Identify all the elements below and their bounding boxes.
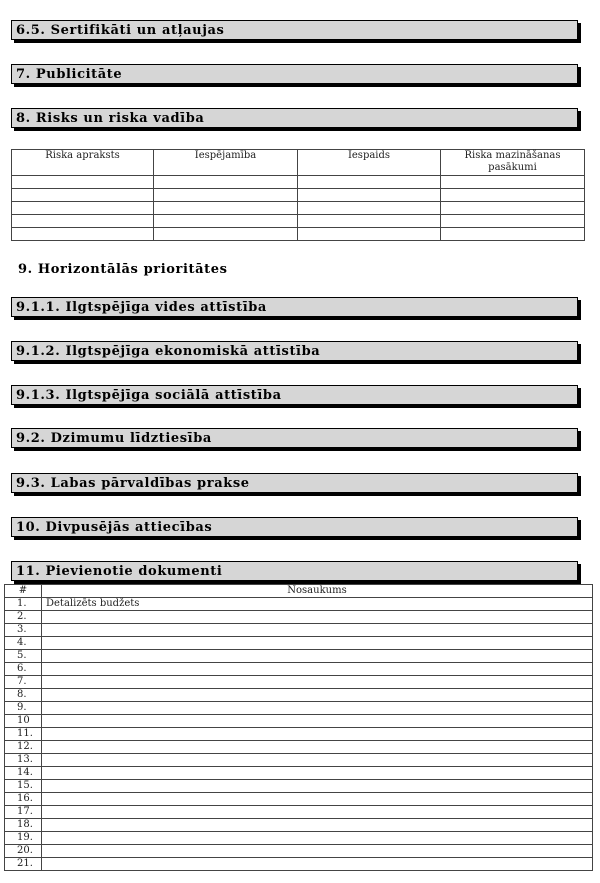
risk-table-cell[interactable] <box>441 215 585 228</box>
docs-table-row <box>5 858 593 871</box>
risk-table-cell[interactable] <box>12 176 154 189</box>
docs-table-row <box>5 611 593 624</box>
doc-row-name[interactable] <box>42 715 593 728</box>
docs-table-row <box>5 754 593 767</box>
section-heading-11: 11. Pievienotie dokumenti <box>11 561 578 581</box>
risk-table-cell[interactable] <box>12 202 154 215</box>
docs-table-row <box>5 780 593 793</box>
section-heading-9-2: 9.2. Dzimumu līdztiesība <box>11 428 578 448</box>
doc-row-number: 3. <box>5 624 42 637</box>
doc-row-name[interactable] <box>42 611 593 624</box>
doc-row-name[interactable]: Detalizēts budžets <box>42 598 593 611</box>
docs-col-name: Nosaukums <box>42 585 593 598</box>
risk-table-cell[interactable] <box>154 202 298 215</box>
doc-row-name[interactable] <box>42 728 593 741</box>
doc-row-number: 20. <box>5 845 42 858</box>
doc-row-number: 5. <box>5 650 42 663</box>
doc-row-name[interactable] <box>42 663 593 676</box>
doc-row-number: 12. <box>5 741 42 754</box>
section-heading-8: 8. Risks un riska vadība <box>11 108 578 128</box>
docs-table-row <box>5 832 593 845</box>
risk-table-row <box>12 202 585 215</box>
doc-row-name[interactable] <box>42 624 593 637</box>
risk-table-cell[interactable] <box>12 189 154 202</box>
doc-row-name[interactable] <box>42 637 593 650</box>
doc-row-number: 21. <box>5 858 42 871</box>
risk-table-cell[interactable] <box>441 176 585 189</box>
risk-table-row <box>12 228 585 241</box>
risk-table-cell[interactable] <box>298 202 441 215</box>
doc-row-number: 1. <box>5 598 42 611</box>
section-heading-9-3: 9.3. Labas pārvaldības prakse <box>11 473 578 493</box>
section-heading-7: 7. Publicitāte <box>11 64 578 84</box>
attached-documents-table <box>4 584 593 871</box>
risk-table-cell[interactable] <box>12 215 154 228</box>
doc-row-name[interactable] <box>42 845 593 858</box>
risk-table-header-row <box>12 150 585 176</box>
doc-row-number: 19. <box>5 832 42 845</box>
risk-table-cell[interactable] <box>298 228 441 241</box>
doc-row-name[interactable] <box>42 741 593 754</box>
section-heading-9-1-3: 9.1.3. Ilgtspējīga sociālā attīstība <box>11 385 578 405</box>
doc-row-number: 13. <box>5 754 42 767</box>
section-heading-6-5: 6.5. Sertifikāti un atļaujas <box>11 20 578 40</box>
doc-row-name[interactable] <box>42 832 593 845</box>
doc-row-number: 8. <box>5 689 42 702</box>
section-heading-10: 10. Divpusējās attiecības <box>11 517 578 537</box>
docs-table-row <box>5 676 593 689</box>
section-heading-9-1-2: 9.1.2. Ilgtspējīga ekonomiskā attīstība <box>11 341 578 361</box>
risk-table-cell[interactable] <box>441 189 585 202</box>
docs-table-row <box>5 637 593 650</box>
docs-table-row <box>5 741 593 754</box>
doc-row-name[interactable] <box>42 767 593 780</box>
docs-table-row <box>5 624 593 637</box>
doc-row-name[interactable] <box>42 858 593 871</box>
risk-table-cell[interactable] <box>12 228 154 241</box>
risk-table <box>11 149 585 241</box>
risk-col-probability: Iespējamība <box>154 150 298 176</box>
doc-row-name[interactable] <box>42 702 593 715</box>
risk-table-cell[interactable] <box>298 215 441 228</box>
doc-row-number: 2. <box>5 611 42 624</box>
doc-row-name[interactable] <box>42 754 593 767</box>
risk-table-cell[interactable] <box>441 202 585 215</box>
doc-row-number: 4. <box>5 637 42 650</box>
doc-row-name[interactable] <box>42 806 593 819</box>
section-heading-9: 9. Horizontālās prioritātes <box>18 262 228 277</box>
docs-table-row <box>5 767 593 780</box>
docs-table-row <box>5 689 593 702</box>
risk-table-cell[interactable] <box>154 189 298 202</box>
doc-row-number: 15. <box>5 780 42 793</box>
doc-row-number: 14. <box>5 767 42 780</box>
risk-col-mitigation: Riska mazināšanas pasākumi <box>441 150 585 176</box>
risk-table-cell[interactable] <box>154 176 298 189</box>
doc-row-name[interactable] <box>42 650 593 663</box>
doc-row-name[interactable] <box>42 819 593 832</box>
risk-table-row <box>12 176 585 189</box>
doc-row-number: 11. <box>5 728 42 741</box>
docs-table-row <box>5 663 593 676</box>
doc-row-name[interactable] <box>42 689 593 702</box>
doc-row-number: 9. <box>5 702 42 715</box>
docs-table-row <box>5 819 593 832</box>
doc-row-number: 16. <box>5 793 42 806</box>
doc-row-number: 18. <box>5 819 42 832</box>
risk-col-impact: Iespaids <box>298 150 441 176</box>
risk-table-row <box>12 215 585 228</box>
risk-table-cell[interactable] <box>154 228 298 241</box>
doc-row-number: 7. <box>5 676 42 689</box>
risk-col-description: Riska apraksts <box>12 150 154 176</box>
doc-row-number: 6. <box>5 663 42 676</box>
doc-row-number: 10 <box>5 715 42 728</box>
risk-table-row <box>12 189 585 202</box>
section-heading-9-1-1: 9.1.1. Ilgtspējīga vides attīstība <box>11 297 578 317</box>
docs-table-row <box>5 715 593 728</box>
risk-table-cell[interactable] <box>154 215 298 228</box>
doc-row-number: 17. <box>5 806 42 819</box>
doc-row-name[interactable] <box>42 780 593 793</box>
doc-row-name[interactable] <box>42 793 593 806</box>
docs-table-row <box>5 702 593 715</box>
docs-table-row <box>5 598 593 611</box>
risk-table-cell[interactable] <box>298 176 441 189</box>
risk-table-cell[interactable] <box>441 228 585 241</box>
docs-table-row <box>5 728 593 741</box>
docs-table-header-row <box>5 585 593 598</box>
docs-table-row <box>5 793 593 806</box>
docs-table-row <box>5 806 593 819</box>
docs-table-row <box>5 845 593 858</box>
risk-table-cell[interactable] <box>298 189 441 202</box>
docs-table-row <box>5 650 593 663</box>
docs-col-number: # <box>5 585 42 598</box>
doc-row-name[interactable] <box>42 676 593 689</box>
